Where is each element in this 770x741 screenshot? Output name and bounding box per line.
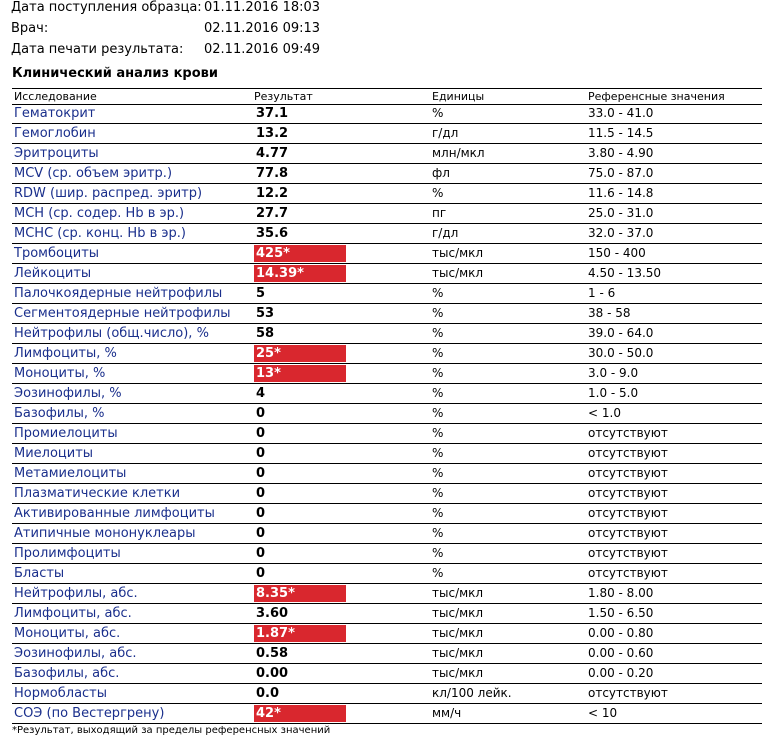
units: тыс/мкл [432,606,484,620]
result-value: 13.2 [256,126,289,141]
units: млн/мкл [432,146,485,160]
table-row [12,704,762,724]
units: % [432,366,444,380]
table-row [12,264,762,284]
reference-range: 75.0 - 87.0 [588,166,654,180]
table-row [12,604,762,624]
units: тыс/мкл [432,666,484,680]
col-units-header: Единицы [432,90,485,103]
table-row [12,144,762,164]
units: % [432,526,444,540]
table-row [12,284,762,304]
reference-range: 39.0 - 64.0 [588,326,654,340]
reference-range: отсутствуют [588,486,668,500]
reference-range: 0.00 - 0.80 [588,626,654,640]
test-name: Пролимфоциты [14,546,121,561]
units: тыс/мкл [432,266,484,280]
result-value: 0 [256,546,266,561]
table-row [12,544,762,564]
test-name: MCV (ср. объем эритр.) [14,166,173,181]
units: % [432,566,444,580]
result-value: 4 [256,386,266,401]
units: % [432,546,444,560]
table-row [12,204,762,224]
result-value: 37.1 [256,106,289,121]
table-row [12,364,762,384]
reference-range: 11.6 - 14.8 [588,186,654,200]
table-row [12,324,762,344]
result-value: 0 [256,406,266,421]
units: % [432,346,444,360]
units: г/дл [432,126,459,140]
table-row [12,224,762,244]
table-row [12,584,762,604]
table-row [12,624,762,644]
result-value-flagged: 1.87* [254,625,346,642]
units: тыс/мкл [432,646,484,660]
result-value: 35.6 [256,226,289,241]
test-name: Промиелоциты [14,426,118,441]
result-value: 0 [256,426,266,441]
test-name: Гемоглобин [14,126,96,141]
units: % [432,306,444,320]
result-value: 0 [256,486,266,501]
reference-range: 0.00 - 0.20 [588,666,654,680]
reference-range: 11.5 - 14.5 [588,126,654,140]
table-row [12,664,762,684]
section-title: Клинический анализ крови [12,66,218,81]
table-row [12,124,762,144]
table-row [12,484,762,504]
test-name: Лимфоциты, % [14,346,117,361]
test-name: Лимфоциты, абс. [14,606,132,621]
reference-range: отсутствуют [588,446,668,460]
units: тыс/мкл [432,626,484,640]
result-value: 0.00 [256,666,289,681]
reference-range: отсутствуют [588,506,668,520]
table-row [12,564,762,584]
result-value: 0 [256,566,266,581]
result-value-flagged: 42* [254,705,346,722]
units: % [432,446,444,460]
reference-range: 1 - 6 [588,286,616,300]
result-value: 0.58 [256,646,289,661]
table-row [12,464,762,484]
test-name: Плазматические клетки [14,486,181,501]
table-row [12,184,762,204]
result-value-flagged: 425* [254,245,346,262]
result-value: 77.8 [256,166,289,181]
result-value: 58 [256,326,275,341]
test-name: Базофилы, абс. [14,666,120,681]
test-name: Моноциты, абс. [14,626,121,641]
test-name: Активированные лимфоциты [14,506,215,521]
test-name: Эозинофилы, абс. [14,646,137,661]
meta-label: Врач: [11,21,49,36]
test-name: MCHC (ср. конц. Hb в эр.) [14,226,186,241]
units: % [432,186,444,200]
result-value: 3.60 [256,606,289,621]
reference-range: 1.50 - 6.50 [588,606,654,620]
meta-value: 01.11.2016 18:03 [204,0,321,15]
table-row [12,104,762,124]
result-value-flagged: 8.35* [254,585,346,602]
reference-range: < 10 [588,706,618,720]
reference-range: 0.00 - 0.60 [588,646,654,660]
table-row [12,344,762,364]
test-name: Бласты [14,566,65,581]
table-row [12,244,762,264]
test-name: Нормобласты [14,686,108,701]
col-test-header: Исследование [14,90,97,103]
result-value: 27.7 [256,206,289,221]
meta-label: Дата печати результата: [11,42,184,57]
results-table [12,104,762,724]
test-name: Атипичные мононуклеары [14,526,196,541]
reference-range: 150 - 400 [588,246,646,260]
units: % [432,406,444,420]
table-row [12,504,762,524]
units: % [432,466,444,480]
test-name: Эозинофилы, % [14,386,122,401]
units: % [432,326,444,340]
test-name: Тромбоциты [14,246,100,261]
test-name: MCH (ср. содер. Hb в эр.) [14,206,185,221]
test-name: Эритроциты [14,146,99,161]
table-row [12,444,762,464]
result-value: 0 [256,466,266,481]
footnote: *Результат, выходящий за пределы референсных значений [12,725,331,736]
units: тыс/мкл [432,586,484,600]
units: % [432,106,444,120]
reference-range: 32.0 - 37.0 [588,226,654,240]
units: % [432,486,444,500]
table-row [12,384,762,404]
table-row [12,424,762,444]
meta-label: Дата поступления образца: [11,0,202,15]
units: % [432,506,444,520]
units: кл/100 лейк. [432,686,512,700]
test-name: Сегментоядерные нейтрофилы [14,306,231,321]
test-name: Палочкоядерные нейтрофилы [14,286,223,301]
col-result-header: Результат [254,90,313,103]
test-name: Миелоциты [14,446,94,461]
result-value: 4.77 [256,146,289,161]
reference-range: 3.80 - 4.90 [588,146,654,160]
units: фл [432,166,450,180]
result-value-flagged: 14.39* [254,265,346,282]
meta-value: 02.11.2016 09:13 [204,21,321,36]
reference-range: отсутствуют [588,426,668,440]
result-value: 53 [256,306,275,321]
reference-range: отсутствуют [588,466,668,480]
table-row [12,304,762,324]
result-value: 0 [256,506,266,521]
reference-range: 30.0 - 50.0 [588,346,654,360]
reference-range: 33.0 - 41.0 [588,106,654,120]
table-row [12,164,762,184]
reference-range: отсутствуют [588,546,668,560]
table-row [12,524,762,544]
units: мм/ч [432,706,462,720]
units: г/дл [432,226,459,240]
reference-range: < 1.0 [588,406,621,420]
test-name: Лейкоциты [14,266,92,281]
result-value: 0.0 [256,686,280,701]
result-value: 5 [256,286,266,301]
test-name: Метамиелоциты [14,466,127,481]
units: пг [432,206,447,220]
test-name: RDW (шир. распред. эритр) [14,186,203,201]
reference-range: отсутствуют [588,526,668,540]
result-value-flagged: 25* [254,345,346,362]
table-row [12,644,762,664]
units: % [432,286,444,300]
result-value: 12.2 [256,186,289,201]
meta-value: 02.11.2016 09:49 [204,42,321,57]
table-header [12,88,762,105]
test-name: Моноциты, % [14,366,106,381]
test-name: Гематокрит [14,106,96,121]
result-value-flagged: 13* [254,365,346,382]
reference-range: 4.50 - 13.50 [588,266,662,280]
test-name: Нейтрофилы (общ.число), % [14,326,209,341]
reference-range: отсутствуют [588,566,668,580]
table-row [12,404,762,424]
units: тыс/мкл [432,246,484,260]
col-reference-header: Референсные значения [588,90,725,103]
units: % [432,426,444,440]
test-name: СОЭ (по Вестергрену) [14,706,165,721]
result-value: 0 [256,446,266,461]
reference-range: 3.0 - 9.0 [588,366,639,380]
test-name: Нейтрофилы, абс. [14,586,138,601]
table-row [12,684,762,704]
test-name: Базофилы, % [14,406,105,421]
reference-range: 25.0 - 31.0 [588,206,654,220]
units: % [432,386,444,400]
reference-range: отсутствуют [588,686,668,700]
reference-range: 1.0 - 5.0 [588,386,639,400]
reference-range: 38 - 58 [588,306,631,320]
reference-range: 1.80 - 8.00 [588,586,654,600]
result-value: 0 [256,526,266,541]
